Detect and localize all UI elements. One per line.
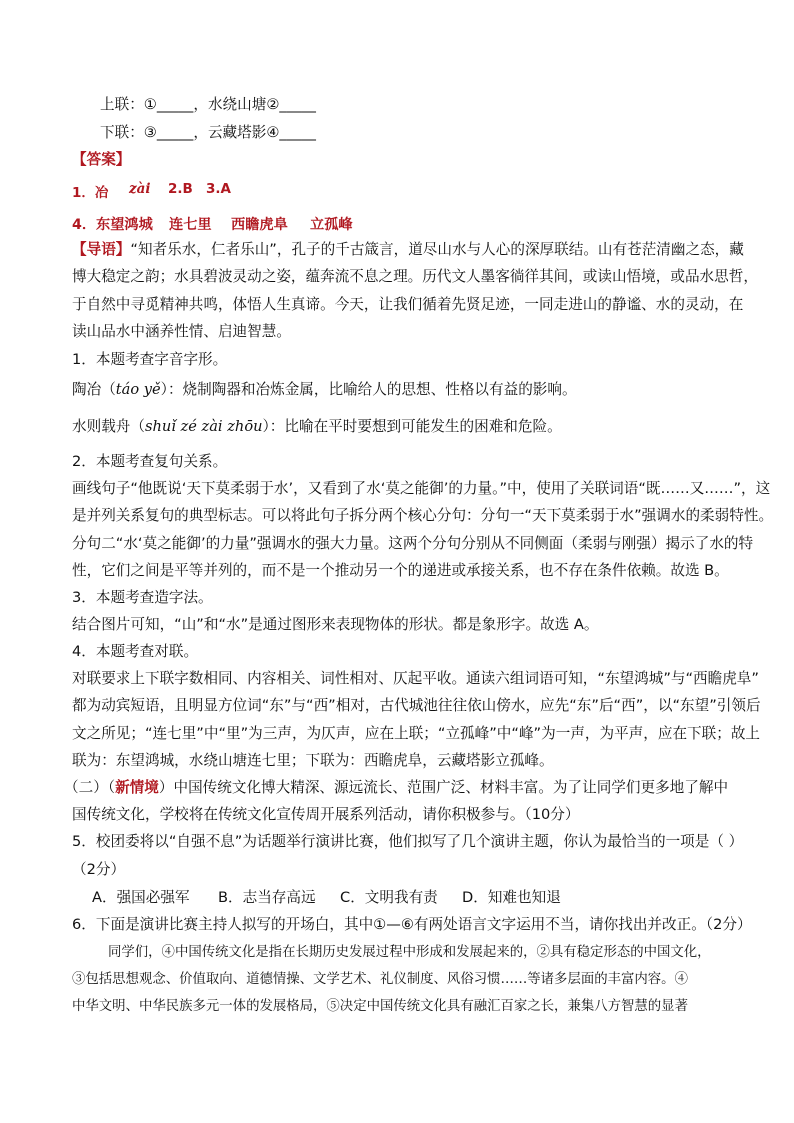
- q1-word-1-pinyin: táo yě: [115, 381, 161, 398]
- q4-line-4: 联为：东望鸿城，水绕山塘连七里；下联为：西瞻虎阜，云藏塔影立孤峰。: [72, 752, 554, 769]
- q5-option-b: B．志当存高远: [218, 889, 316, 906]
- q6-stem: 6．下面是演讲比赛主持人拟写的开场白，其中①—⑥有两处语言文字运用不当，请你找出并改正。（2分）: [72, 916, 752, 933]
- answer-1-pinyin: zài: [129, 181, 151, 197]
- q1-word-2: 水则载舟（shuǐ zé zài zhōu）：比喻在平时要想到可能发生的困难和危险。: [72, 418, 562, 435]
- q1-word-1: 陶冶（táo yě）：烧制陶器和冶炼金属，比喻给人的思想、性格以有益的影响。: [72, 381, 577, 398]
- q4-line-1: 对联要求上下联字数相同、内容相关、词性相对、仄起平收。通读六组词语可知，“东望鸿城”与“西瞻虎阜”: [72, 670, 759, 687]
- q6-passage-line-3: 中华文明、中华民族多元一体的发展格局，⑤决定中国传统文化具有融汇百家之长，兼集八方智慧的显著: [72, 999, 688, 1014]
- q2-title: 2．本题考查复句关系。: [72, 453, 228, 470]
- q4-title: 4．本题考查对联。: [72, 643, 199, 660]
- answer-3: 3.A: [206, 181, 231, 197]
- answer-4c: 西瞻虎阜: [231, 217, 288, 233]
- guide-line-4: 读山品水中涵养性情、启迪智慧。: [72, 323, 291, 340]
- q6-passage-line-2: ③包括思想观念、价值取向、道德情操、文学艺术、礼仪制度、风俗习惯……等诸多层面的丰富内容。④: [72, 972, 688, 987]
- guide-line-2: 博大稳定之韵；水具碧波灵动之姿，蕴奔流不息之理。历代文人墨客徜徉其间，或读山悟境，或品水思哲，: [72, 268, 758, 285]
- q5-option-c: C．文明我有责: [340, 889, 438, 906]
- guide-line-3: 于自然中寻觅精神共鸣，体悟人生真谛。今天，让我们循着先贤足迹，一同走进山的静谧、水的灵动，在: [72, 296, 744, 313]
- q2-line-3: 分句二“水‘莫之能御’的力量”强调水的强大力量。这两个分句分别从不同侧面（柔弱与刚强）揭示了水的特: [72, 535, 754, 552]
- q5-option-a: A．强国必强军: [92, 889, 190, 906]
- q4-line-3: 文之所见；“连七里”中“里”为三声，为仄声，应在上联；“立孤峰”中“峰”为一声，为平声，应在下联；故上: [72, 725, 761, 742]
- answer-1: 1．冶: [72, 185, 109, 201]
- section2-line-1: （二）（新情境）中国传统文化博大精深、源远流长、范围广泛、材料丰富。为了让同学们更多地了解中: [64, 779, 729, 796]
- answer-2: 2.B: [168, 181, 193, 197]
- section2-line-2: 国传统文化，学校将在传统文化宣传周开展系列活动，请你积极参与。（10分）: [72, 806, 580, 823]
- q3-title: 3．本题考查造字法。: [72, 589, 213, 606]
- q5-score: （2分）: [72, 861, 126, 878]
- answer-label: 【答案】: [72, 151, 131, 168]
- new-context-tag: 新情境: [115, 779, 159, 796]
- answer-4b: 连七里: [169, 217, 212, 233]
- guide-label: 【导语】: [72, 241, 131, 258]
- guide-line-1: 【导语】“知者乐水，仁者乐山”，孔子的千古箴言，道尽山水与人心的深厚联结。山有苍茫清幽之态，藏: [72, 241, 744, 258]
- q2-line-2: 是并列关系复句的典型标志。可以将此句子拆分两个核心分句：分句一“天下莫柔弱于水”强调水的柔弱特性。: [72, 507, 774, 524]
- q4-line-2: 都为动宾短语，且明显方位词“东”与“西”相对，古代城池往往依山傍水，应先“东”后“西”，以“东望”引领后: [72, 697, 761, 714]
- answer-4d: 立孤峰: [310, 217, 353, 233]
- q1-word-2-pinyin: shuǐ zé zài zhōu: [144, 418, 263, 435]
- answer-4a: 4．东望鸿城: [72, 217, 153, 233]
- q2-line-4: 性，它们之间是平等并列的，而不是一个推动另一个的递进或承接关系，也不存在条件依赖。故选 B。: [72, 562, 729, 579]
- q6-passage-line-1: 同学们，④中国传统文化是指在长期历史发展过程中形成和发展起来的，②具有稳定形态的中国文化，: [108, 945, 711, 960]
- q5-stem: 5．校团委将以“自强不息”为话题举行演讲比赛，他们拟写了几个演讲主题，你认为最恰当的一项是（ ）: [72, 833, 744, 850]
- couplet-upper: 上联：①_____，水绕山塘②_____: [100, 96, 316, 113]
- q5-option-d: D．知难也知退: [462, 889, 561, 906]
- q1-title: 1．本题考查字音字形。: [72, 351, 228, 368]
- q3-line-1: 结合图片可知，“山”和“水”是通过图形来表现物体的形状。都是象形字。故选 A。: [72, 616, 599, 633]
- couplet-lower: 下联：③_____，云藏塔影④_____: [100, 124, 316, 141]
- q2-line-1: 画线句子“他既说‘天下莫柔弱于水’，又看到了水‘莫之能御’的力量。”中，使用了关联词语“既……又……”，这: [72, 480, 771, 497]
